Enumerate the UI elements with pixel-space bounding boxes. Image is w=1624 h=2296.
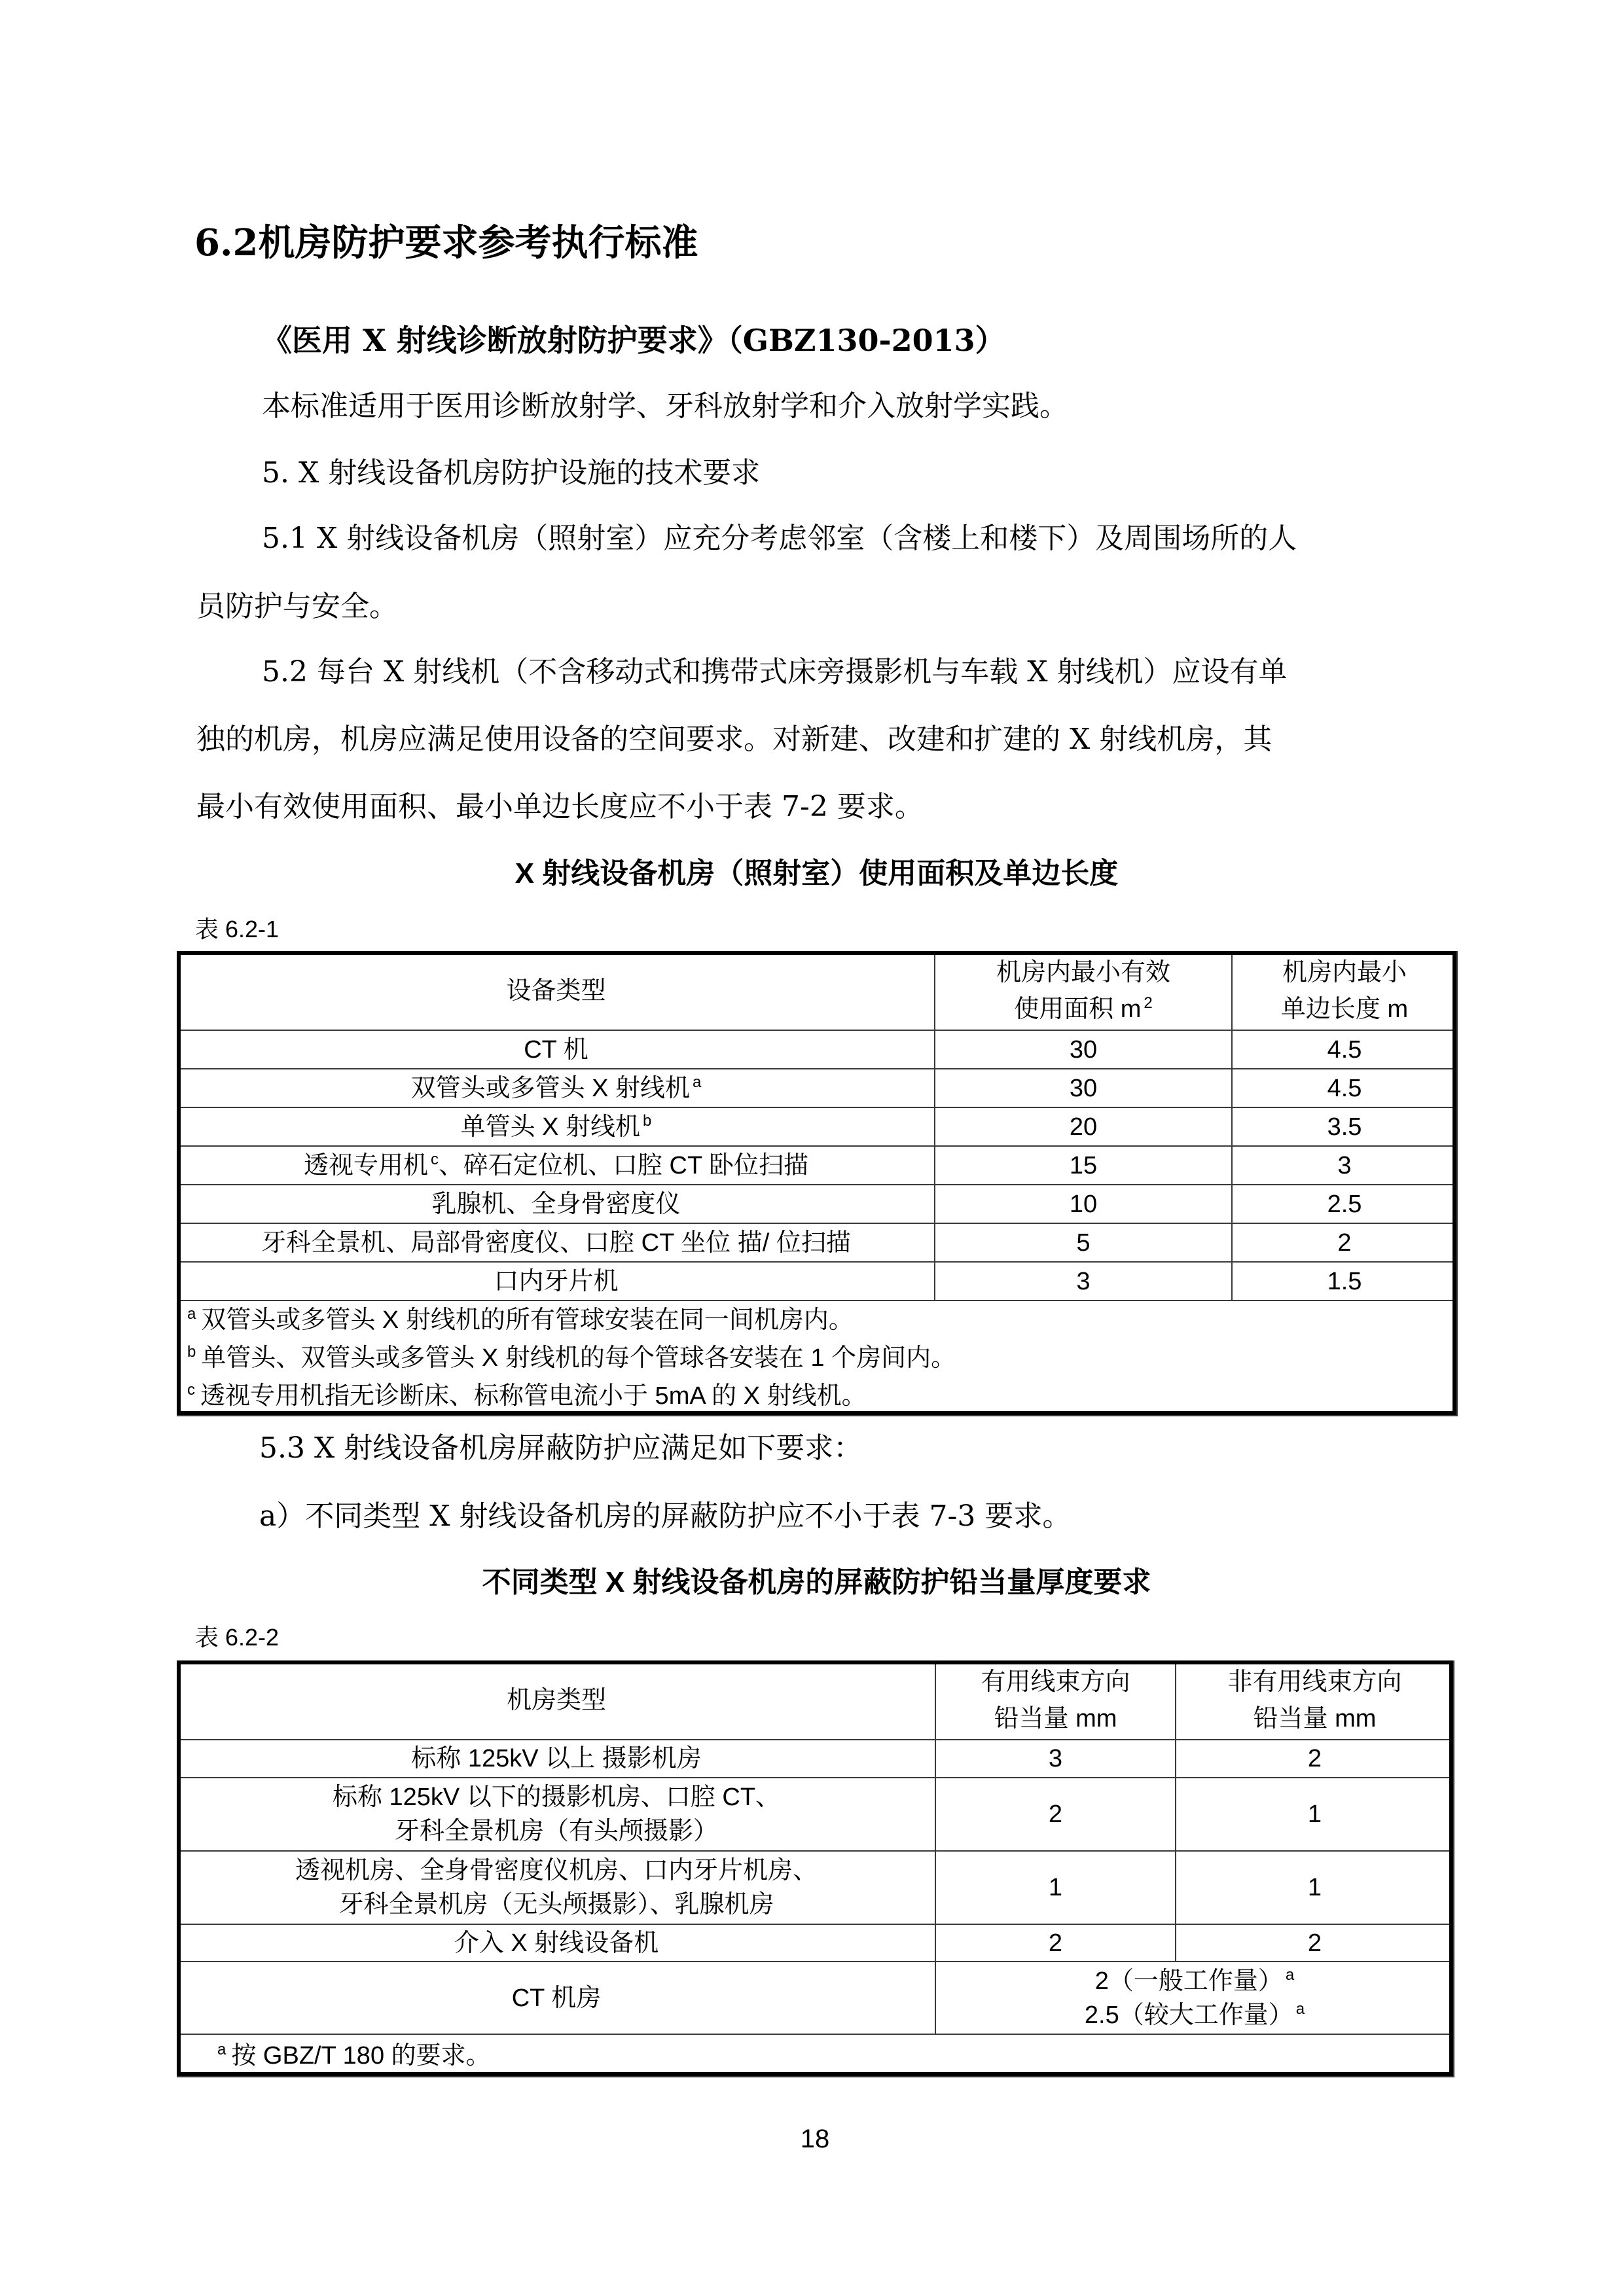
- cell-equipment-text: 双管头或多管头 X 射线机: [410, 1074, 691, 1102]
- ct-value-heavy: [940, 1998, 1449, 2032]
- header-min-length: [1232, 952, 1457, 1030]
- header-equipment-type: 设备类型: [177, 952, 935, 1030]
- section-number: 6.2: [194, 221, 259, 264]
- table-shielding: [177, 1660, 1454, 2077]
- footnote-text: 按 GBZ/T 180 的要求。: [231, 2041, 491, 2070]
- cell-area: 15: [935, 1146, 1232, 1185]
- section-heading: [194, 220, 698, 266]
- header-min-area-line2: [939, 991, 1227, 1028]
- cell-ct-values: [935, 1962, 1454, 2034]
- footnote-mark: a: [187, 1305, 196, 1323]
- cell-equipment-type: 乳腺机、全身骨密度仪: [177, 1185, 935, 1223]
- ct-value-general-text: 2（一般工作量）: [1094, 1967, 1283, 1995]
- header-min-area-line1: 机房内最小有效: [996, 959, 1170, 986]
- table-row: [177, 1223, 1457, 1262]
- cell-equipment-text-rest: 、碎石定位机、口腔 CT 卧位扫描: [438, 1151, 809, 1179]
- paragraph-line: 5. X 射线设备机房防护设施的技术要求: [262, 456, 761, 490]
- table-row: [177, 1069, 1457, 1107]
- table-header-row: [177, 1661, 1454, 1740]
- footnote-a: [187, 1301, 1453, 1339]
- header-min-area: [935, 952, 1232, 1030]
- header-min-area-text: 使用面积 m: [1014, 996, 1142, 1023]
- cell-equipment-text: 单管头 X 射线机: [460, 1113, 641, 1141]
- cell-length: 4.5: [1232, 1069, 1457, 1107]
- table-row: [177, 1740, 1454, 1778]
- paragraph-line: 员防护与安全。: [196, 590, 398, 623]
- footnote-mark: c: [430, 1150, 439, 1168]
- table1-label: 表 6.2-1: [195, 916, 280, 942]
- footnote-text: 透视专用机指无诊断床、标称管电流小于 5mA 的 X 射线机。: [200, 1382, 867, 1410]
- cell-room-type: CT 机房: [177, 1962, 935, 2034]
- cell-room-type-line2: 牙科全景机房（无头颅摄影）、乳腺机房: [338, 1891, 774, 1918]
- cell-length: 3: [1232, 1146, 1457, 1185]
- cell-area: 5: [935, 1223, 1232, 1262]
- cell-equipment-text: 透视专用机: [303, 1151, 428, 1179]
- header-min-length-line2: 单边长度 m: [1280, 996, 1409, 1023]
- cell-area: 30: [935, 1030, 1232, 1069]
- cell-room-type-line2: 牙科全景机房（有头颅摄影）: [394, 1818, 718, 1845]
- paragraph-line: 5.1 X 射线设备机房（照射室）应充分考虑邻室（含楼上和楼下）及周围场所的人: [262, 522, 1297, 555]
- table2-title: 不同类型 X 射线设备机房的屏蔽防护铅当量厚度要求: [482, 1566, 1151, 1598]
- cell-room-type: [177, 1851, 935, 1924]
- footnote-mark: a: [1285, 1965, 1295, 1984]
- superscript-2: 2: [1144, 994, 1153, 1013]
- paragraph-line: a）不同类型 X 射线设备机房的屏蔽防护应不小于表 7-3 要求。: [259, 1499, 1072, 1533]
- standard-title: 《医用 X 射线诊断放射防护要求》（GBZ130-2013）: [262, 323, 1005, 358]
- paragraph-line: 最小有效使用面积、最小单边长度应不小于表 7-2 要求。: [196, 790, 924, 823]
- header-useful-beam: [935, 1661, 1176, 1740]
- cell-area: 30: [935, 1069, 1232, 1107]
- cell-nonuseful: 1: [1176, 1851, 1454, 1924]
- header-nonuseful-beam-line1: 非有用线束方向: [1227, 1668, 1402, 1696]
- ct-value-heavy-text: 2.5（较大工作量）: [1084, 2001, 1293, 2029]
- cell-area: 3: [935, 1262, 1232, 1300]
- paragraph-line: 本标准适用于医用诊断放射学、牙科放射学和介入放射学实践。: [262, 389, 1068, 423]
- header-room-type: 机房类型: [177, 1661, 935, 1740]
- cell-area: 20: [935, 1107, 1232, 1146]
- cell-room-type: 介入 X 射线设备机: [177, 1924, 935, 1962]
- footnote-mark: a: [217, 2040, 226, 2058]
- footnote-mark: b: [187, 1343, 196, 1361]
- footnote-b: [187, 1339, 1453, 1377]
- cell-equipment-type: CT 机: [177, 1030, 935, 1069]
- paragraph-line: 独的机房，机房应满足使用设备的空间要求。对新建、改建和扩建的 X 射线机房，其: [196, 723, 1272, 756]
- cell-length: 2.5: [1232, 1185, 1457, 1223]
- footnote-c: [187, 1377, 1453, 1415]
- footnote-mark: a: [693, 1073, 702, 1091]
- header-useful-beam-line1: 有用线束方向: [981, 1668, 1130, 1696]
- header-nonuseful-beam-line2: 铅当量 mm: [1253, 1705, 1377, 1732]
- cell-room-type: [177, 1778, 935, 1851]
- page-number: 18: [800, 2125, 830, 2153]
- table-notes-row: [177, 2034, 1454, 2077]
- cell-useful: 2: [935, 1924, 1176, 1962]
- cell-area: 10: [935, 1185, 1232, 1223]
- table-row-ct: [177, 1962, 1454, 2034]
- table-row: [177, 1262, 1457, 1300]
- paragraph-line: 5.3 X 射线设备机房屏蔽防护应满足如下要求：: [259, 1431, 863, 1465]
- table-row: [177, 1851, 1454, 1924]
- table-row: [177, 1146, 1457, 1185]
- table-row: [177, 1185, 1457, 1223]
- paragraph-line: 5.2 每台 X 射线机（不含移动式和携带式床旁摄影机与车载 X 射线机）应设有单: [262, 655, 1288, 689]
- cell-nonuseful: 2: [1176, 1924, 1454, 1962]
- footnote-text: 单管头、双管头或多管头 X 射线机的每个管球各安装在 1 个房间内。: [201, 1344, 956, 1372]
- cell-useful: 2: [935, 1778, 1176, 1851]
- cell-length: 4.5: [1232, 1030, 1457, 1069]
- cell-equipment-type: [177, 1069, 935, 1107]
- section-title: 机房防护要求参考执行标准: [258, 222, 698, 263]
- footnote-mark: b: [643, 1111, 652, 1130]
- cell-length: 2: [1232, 1223, 1457, 1262]
- table-header-row: [177, 952, 1457, 1030]
- cell-equipment-type: 牙科全景机、局部骨密度仪、口腔 CT 坐位 描/ 位扫描: [177, 1223, 935, 1262]
- cell-useful: 3: [935, 1740, 1176, 1778]
- footnote-mark: a: [1295, 2000, 1305, 2018]
- footnote-mark: c: [187, 1381, 195, 1399]
- table-notes: [177, 1300, 1457, 1416]
- table-row: [177, 1107, 1457, 1146]
- cell-length: 1.5: [1232, 1262, 1457, 1300]
- table-notes-row: [177, 1300, 1457, 1416]
- header-nonuseful-beam: [1176, 1661, 1454, 1740]
- cell-equipment-type: [177, 1146, 935, 1185]
- table-room-area: [177, 951, 1458, 1416]
- cell-equipment-type: 口内牙片机: [177, 1262, 935, 1300]
- cell-room-type: 标称 125kV 以上 摄影机房: [177, 1740, 935, 1778]
- header-min-length-line1: 机房内最小: [1282, 959, 1407, 986]
- table-notes: [177, 2034, 1454, 2077]
- footnote-text: 双管头或多管头 X 射线机的所有管球安装在同一间机房内。: [201, 1306, 854, 1334]
- cell-nonuseful: 2: [1176, 1740, 1454, 1778]
- header-useful-beam-line2: 铅当量 mm: [994, 1705, 1117, 1732]
- table-row: [177, 1778, 1454, 1851]
- cell-nonuseful: 1: [1176, 1778, 1454, 1851]
- ct-value-general: [940, 1964, 1449, 1998]
- cell-room-type-line1: 透视机房、全身骨密度仪机房、口内牙片机房、: [295, 1857, 818, 1884]
- cell-room-type-line1: 标称 125kV 以下的摄影机房、口腔 CT、: [332, 1784, 781, 1811]
- cell-equipment-type: [177, 1107, 935, 1146]
- table-row: [177, 1924, 1454, 1962]
- table1-title: X 射线设备机房（照射室）使用面积及单边长度: [514, 857, 1119, 889]
- cell-length: 3.5: [1232, 1107, 1457, 1146]
- table-row: [177, 1030, 1457, 1069]
- cell-useful: 1: [935, 1851, 1176, 1924]
- table2-label: 表 6.2-2: [195, 1624, 280, 1651]
